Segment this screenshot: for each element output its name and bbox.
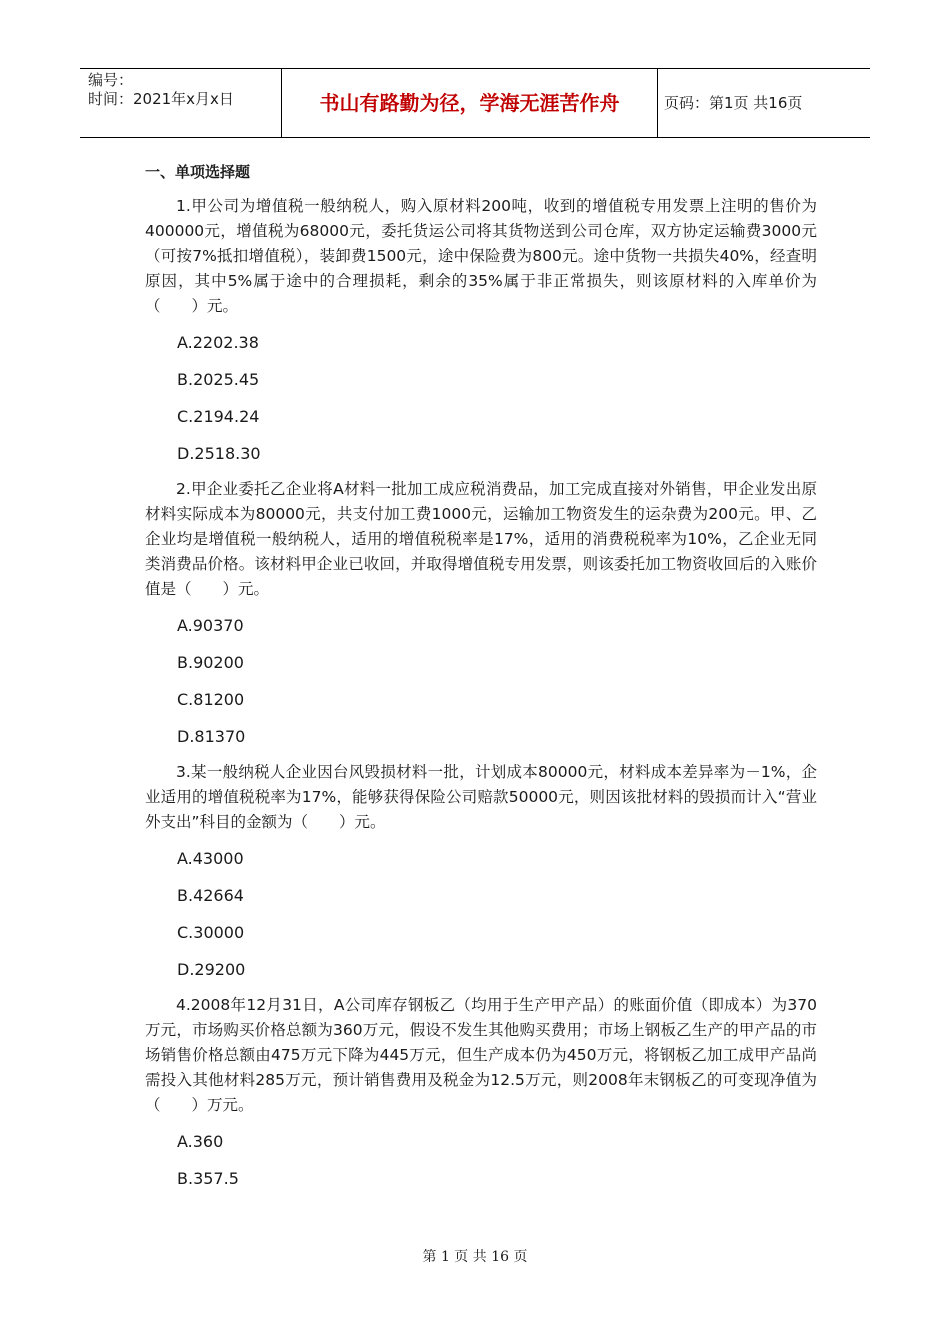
question-text: 4.2008年12月31日，A公司库存钢板乙（均用于生产甲产品）的账面价值（即成本）为370万元，市场购买价格总额为360万元，假设不发生其他购买费用；市场上钢板乙生产的甲产品的市场销售价格总额由475万元下降为445万元，但生产成本仍为450万元，将钢板乙加工成甲产品尚需投入其他材料285万元，预计销售费用及税金为12.5万元，则2008年末钢板乙的可变现净值为（ ）万元。 [145, 996, 817, 1114]
header-motto: 书山有路勤为径，学海无涯苦作舟 [282, 69, 658, 137]
question-text: 1.甲公司为增值税一般纳税人，购入原材料200吨，收到的增值税专用发票上注明的售价为400000元，增值税为68000元，委托货运公司将其货物送到公司仓库，双方协定运输费3000元（可按7%抵扣增值税），装卸费1500元，途中保险费为800元。途中货物一共损失40%，经查明原因，其中5%属于途中的合理损耗，剩余的35%属于非正常损失，则该原材料的入库单价为（ ）元。 [145, 197, 817, 315]
option-b: B.90200 [177, 653, 244, 672]
question-2 [145, 477, 817, 760]
section-title: 一、单项选择题 [145, 163, 251, 181]
option-b: B.42664 [177, 886, 244, 905]
option-b: B.357.5 [177, 1169, 239, 1188]
document-body [145, 160, 817, 1202]
option-a: A.360 [177, 1132, 224, 1151]
option-d: D.29200 [177, 960, 246, 979]
option-d: D.2518.30 [177, 444, 261, 463]
header-meta [80, 69, 282, 137]
question-text: 2.甲企业委托乙企业将A材料一批加工成应税消费品，加工完成直接对外销售，甲企业发出原材料实际成本为80000元，共支付加工费1000元，运输加工物资发生的运杂费为200元。甲、乙企业均是增值税一般纳税人，适用的增值税税率是17%，适用的消费税税率为10%，乙企业无同类消费品价格。该材料甲企业已收回，并取得增值税专用发票，则该委托加工物资收回后的入账价值是（ ）元。 [145, 480, 817, 598]
question-text: 3.某一般纳税人企业因台风毁损材料一批，计划成本80000元，材料成本差异率为－1%，企业适用的增值税税率为17%，能够获得保险公司赔款50000元，则因该批材料的毁损而计入“营业外支出”科目的金额为（ ）元。 [145, 763, 817, 831]
question-4 [145, 993, 817, 1202]
header-page-info: 页码：第1页 共16页 [664, 94, 803, 112]
option-c: C.2194.24 [177, 407, 260, 426]
option-d: D.81370 [177, 727, 246, 746]
question-3 [145, 760, 817, 993]
number-label: 编号： [88, 71, 134, 89]
date-label: 时间：2021年x月x日 [88, 90, 234, 108]
option-a: A.90370 [177, 616, 244, 635]
document-header [80, 68, 870, 138]
option-a: A.43000 [177, 849, 244, 868]
option-c: C.30000 [177, 923, 245, 942]
option-a: A.2202.38 [177, 333, 259, 352]
question-1 [145, 194, 817, 477]
page-footer: 第 1 页 共 16 页 [422, 1249, 528, 1265]
option-c: C.81200 [177, 690, 245, 709]
option-b: B.2025.45 [177, 370, 260, 389]
